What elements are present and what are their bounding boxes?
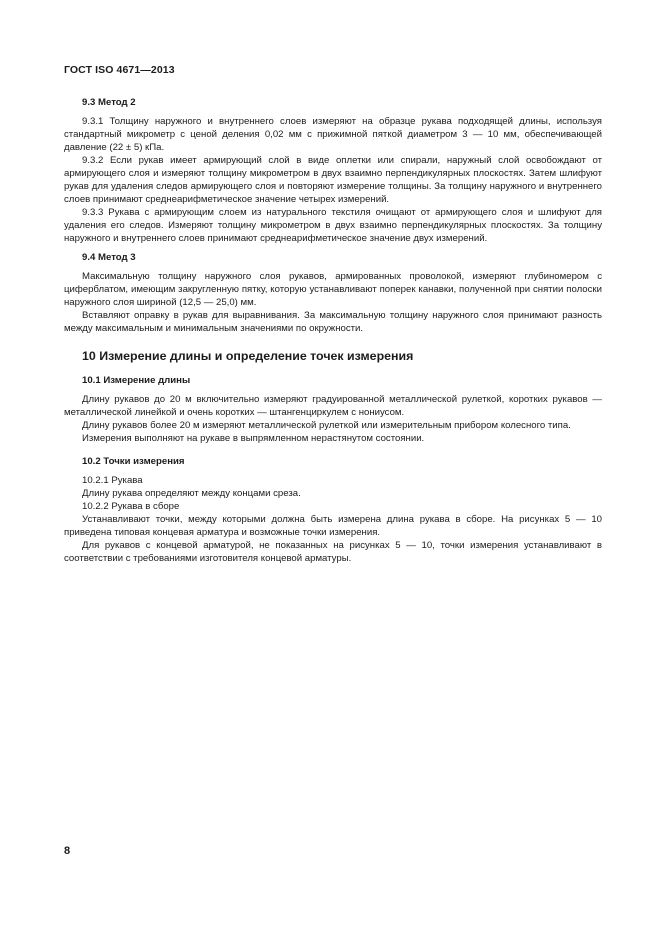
standard-designation: ГОСТ ISO 4671—2013 [64,64,175,76]
paragraph-9-4-2: Вставляют оправку в рукав для выравнивания. За максимальную толщину наружного слоя принимают разность между максимальным и минимальным значениями по окружности. [64,310,602,334]
section-heading-10: 10 Измерение длины и определение точек измерения [82,349,414,363]
paragraph-9-3-1: 9.3.1 Толщину наружного и внутреннего слоев измеряют на образце рукава подходящей длины, используя стандартный микрометр с ценой деления 0,02 мм с прижимной пяткой диаметром 3 — 10 мм, обеспечивающей давление (22 ± 5) кПа. [64,116,602,153]
paragraph-9-4-1: Максимальную толщину наружного слоя рукавов, армированных проволокой, измеряют глубиномером с циферблатом, имеющим закругленную пятку, которую устанавливают поперек канавки, полученной при снятии полоски наружного слоя шириной (12,5 — 25,0) мм. [64,271,602,308]
paragraph-10-2-2-2: Для рукавов с концевой арматурой, не показанных на рисунках 5 — 10, точки измерения устанавливают в соответствии с требованиями изготовителя концевой арматуры. [64,540,602,564]
subheading-10-2-2: 10.2.2 Рукава в сборе [82,501,180,512]
page-body [64,96,602,565]
page-number: 8 [64,845,71,857]
section-heading-9-4: 9.4 Метод 3 [82,252,136,263]
section-heading-9-3: 9.3 Метод 2 [82,97,136,108]
paragraph-10-2-2-1: Устанавливают точки, между которыми должна быть измерена длина рукава в сборе. На рисунках 5 — 10 приведена типовая концевая арматура и возможные точки измерения. [64,514,602,538]
paragraph-10-1-2: Длину рукавов более 20 м измеряют металлической рулеткой или измерительным прибором колесного типа. [82,420,571,431]
section-heading-10-2: 10.2 Точки измерения [82,456,185,467]
section-heading-10-1: 10.1 Измерение длины [82,375,191,386]
subheading-10-2-1: 10.2.1 Рукава [82,475,143,486]
paragraph-9-3-3: 9.3.3 Рукава с армирующим слоем из натурального текстиля очищают от армирующего слоя и шлифуют для удаления его следов. Измеряют толщину микрометром в двух взаимно перпендикулярных плоскостях. За толщину наружного и внутреннего слоев принимают среднеарифметическое значение двух измерений. [64,207,602,244]
paragraph-9-3-2: 9.3.2 Если рукав имеет армирующий слой в виде оплетки или спирали, наружный слой освобождают от армирующего слоя и измеряют толщину микрометром в двух взаимно перпендикулярных плоскостях. Затем шлифуют рукав для удаления следов армирующего слоя и повторяют измерение толщины. За толщину наружного и внутреннего слоев принимают среднеарифметическое значение четырех измерений. [64,155,602,205]
paragraph-10-2-1: Длину рукава определяют между концами среза. [82,488,301,499]
paragraph-10-1-3: Измерения выполняют на рукаве в выпрямленном нерастянутом состоянии. [82,433,425,444]
paragraph-10-1-1: Длину рукавов до 20 м включительно измеряют градуированной металлической рулеткой, коротких рукавов — металлической линейкой и очень коротких — штангенциркулем с нониусом. [64,394,602,418]
